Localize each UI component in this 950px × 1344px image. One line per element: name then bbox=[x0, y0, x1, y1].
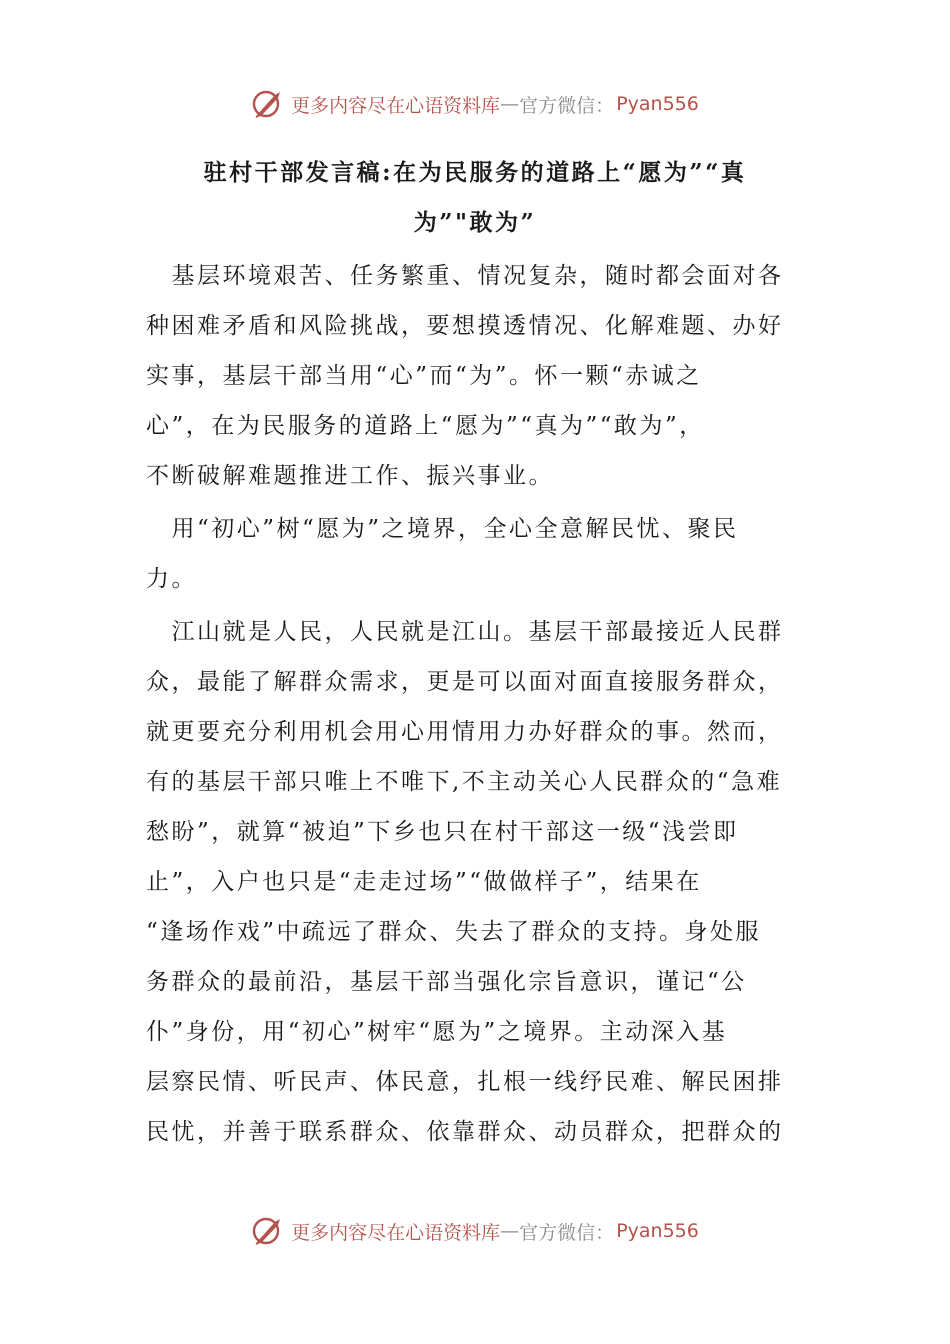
banner-wechat-label: 官方微信： bbox=[519, 1221, 615, 1244]
text-line: 务群众的最前沿，基层干部当强化宗旨意识，谨记“公 bbox=[146, 969, 747, 995]
text-line: 众，最能了解群众需求，更是可以面对面直接服务群众， bbox=[146, 669, 784, 695]
text-line: 就更要充分利用机会用心用情用力办好群众的事。然而， bbox=[146, 719, 784, 745]
text-line: “逢场作戏”中疏远了群众、失去了群众的支持。身处服 bbox=[146, 919, 762, 945]
text-line: 实事，基层干部当用“心”而“为”。怀一颗“赤诚之 bbox=[146, 363, 702, 389]
banner-dash: — bbox=[500, 1220, 520, 1242]
banner-wechat-id: Pyan556 bbox=[616, 93, 699, 115]
paragraph bbox=[146, 504, 806, 604]
text-line: 力。 bbox=[146, 566, 197, 592]
text-line: 用“初心”树“愿为”之境界，全心全意解民忧、聚民 bbox=[146, 516, 739, 542]
document-title bbox=[100, 148, 850, 248]
text-line: 种困难矛盾和风险挑战，要想摸透情况、化解难题、办好 bbox=[146, 313, 784, 339]
text-line: 有的基层干部只唯上不唯下,不主动关心人民群众的“急难 bbox=[146, 769, 783, 795]
pen-logo-icon bbox=[251, 87, 285, 121]
document-body bbox=[146, 251, 806, 1157]
title-line: 为”"敢为” bbox=[413, 209, 537, 236]
banner-main-text: 更多内容尽在心语资料库 bbox=[291, 1221, 501, 1244]
paragraph bbox=[146, 251, 806, 501]
text-line: 止”，入户也只是“走走过场”“做做样子”，结果在 bbox=[146, 869, 702, 895]
banner-wechat-id: Pyan556 bbox=[616, 1220, 699, 1242]
text-line: 仆”身份，用“初心”树牢“愿为”之境界。主动深入基 bbox=[146, 1019, 728, 1045]
text-line: 不断破解难题推进工作、振兴事业。 bbox=[146, 463, 554, 489]
banner-main-text: 更多内容尽在心语资料库 bbox=[291, 94, 501, 117]
pen-logo-icon bbox=[251, 1214, 285, 1248]
footer-banner bbox=[0, 1211, 950, 1251]
title-line: 驻村干部发言稿:在为民服务的道路上“愿为”“真 bbox=[203, 159, 747, 186]
text-line: 基层环境艰苦、任务繁重、情况复杂，随时都会面对各 bbox=[146, 263, 784, 289]
banner-wechat-label: 官方微信： bbox=[519, 94, 615, 117]
header-banner bbox=[0, 84, 950, 124]
text-line: 层察民情、听民声、体民意，扎根一线纾民难、解民困排 bbox=[146, 1069, 784, 1095]
text-line: 民忧，并善于联系群众、依靠群众、动员群众，把群众的 bbox=[146, 1119, 784, 1145]
banner-dash: — bbox=[500, 93, 520, 115]
text-line: 江山就是人民，人民就是江山。基层干部最接近人民群 bbox=[146, 619, 784, 645]
text-line: 心”，在为民服务的道路上“愿为”“真为”“敢为”， bbox=[146, 413, 705, 439]
text-line: 愁盼”，就算“被迫”下乡也只在村干部这一级“浅尝即 bbox=[146, 819, 739, 845]
paragraph bbox=[146, 607, 806, 1157]
